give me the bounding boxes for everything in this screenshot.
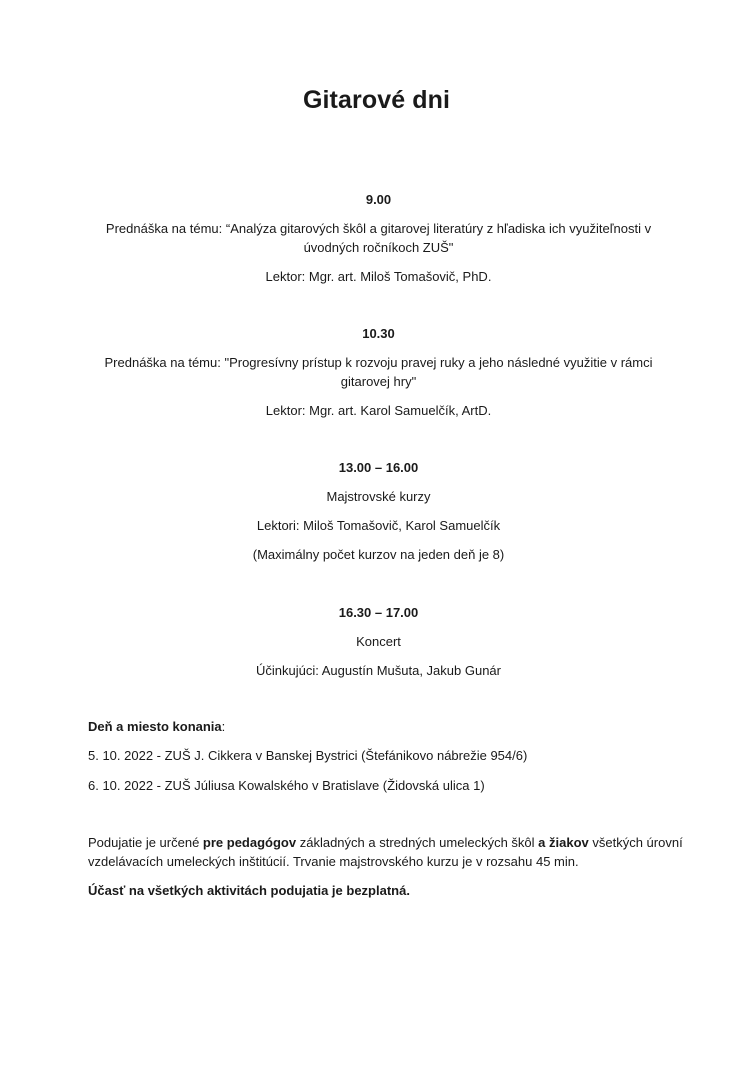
info-free-admission: Účasť na všetkých aktivitách podujatia je bezplatná.	[88, 883, 410, 898]
session-title: Majstrovské kurzy	[326, 489, 431, 504]
page-title: Gitarové dni	[302, 86, 451, 114]
venue-heading-colon: :	[221, 719, 226, 734]
session-lector: Účinkujúci: Augustín Mušuta, Jakub Gunár	[256, 663, 501, 678]
venue-item: 5. 10. 2022 - ZUŠ J. Cikkera v Banskej Bystrici (Štefánikovo nábrežie 954/6)	[88, 748, 528, 763]
session-time: 16.30 – 17.00	[338, 605, 419, 620]
venue-item: 6. 10. 2022 - ZUŠ Júliusa Kowalského v Bratislave (Židovská ulica 1)	[88, 778, 485, 793]
session-time: 9.00	[365, 192, 392, 207]
session-lecture-line: Prednáška na tému: “Analýza gitarových škôl a gitarovej literatúry z hľadiska ich využiteľnosti v	[105, 221, 652, 236]
session-lector: Lektor: Mgr. art. Karol Samuelčík, ArtD.	[265, 403, 492, 418]
info-paragraph-line	[88, 833, 688, 852]
session-lector: Lektori: Miloš Tomašovič, Karol Samuelčík	[256, 518, 501, 533]
venue-heading	[88, 717, 688, 736]
info-text: Podujatie je určené	[88, 835, 203, 850]
venue-heading-text: Deň a miesto konania	[88, 719, 222, 734]
info-text: všetkých úrovní	[588, 835, 683, 850]
session-lector: Lektor: Mgr. art. Miloš Tomašovič, PhD.	[265, 269, 492, 284]
info-emphasis: pre pedagógov	[202, 835, 297, 850]
info-emphasis: a žiakov	[538, 835, 589, 850]
session-lecture-line: Prednáška na tému: "Progresívny prístup k rozvoju pravej ruky a jeho následné využitie v rámci	[104, 355, 653, 370]
session-title: Koncert	[356, 634, 401, 649]
session-note: (Maximálny počet kurzov na jeden deň je 8)	[252, 547, 505, 562]
info-paragraph-line: vzdelávacích umeleckých inštitúcií. Trvanie majstrovského kurzu je v rozsahu 45 min.	[88, 854, 579, 869]
session-time: 13.00 – 16.00	[338, 460, 419, 475]
session-time: 10.30	[362, 326, 395, 341]
session-lecture-line: úvodných ročníkoch ZUŠ"	[303, 240, 454, 255]
session-lecture-line: gitarovej hry"	[340, 374, 417, 389]
info-text: základných a stredných umeleckých škôl	[296, 835, 539, 850]
